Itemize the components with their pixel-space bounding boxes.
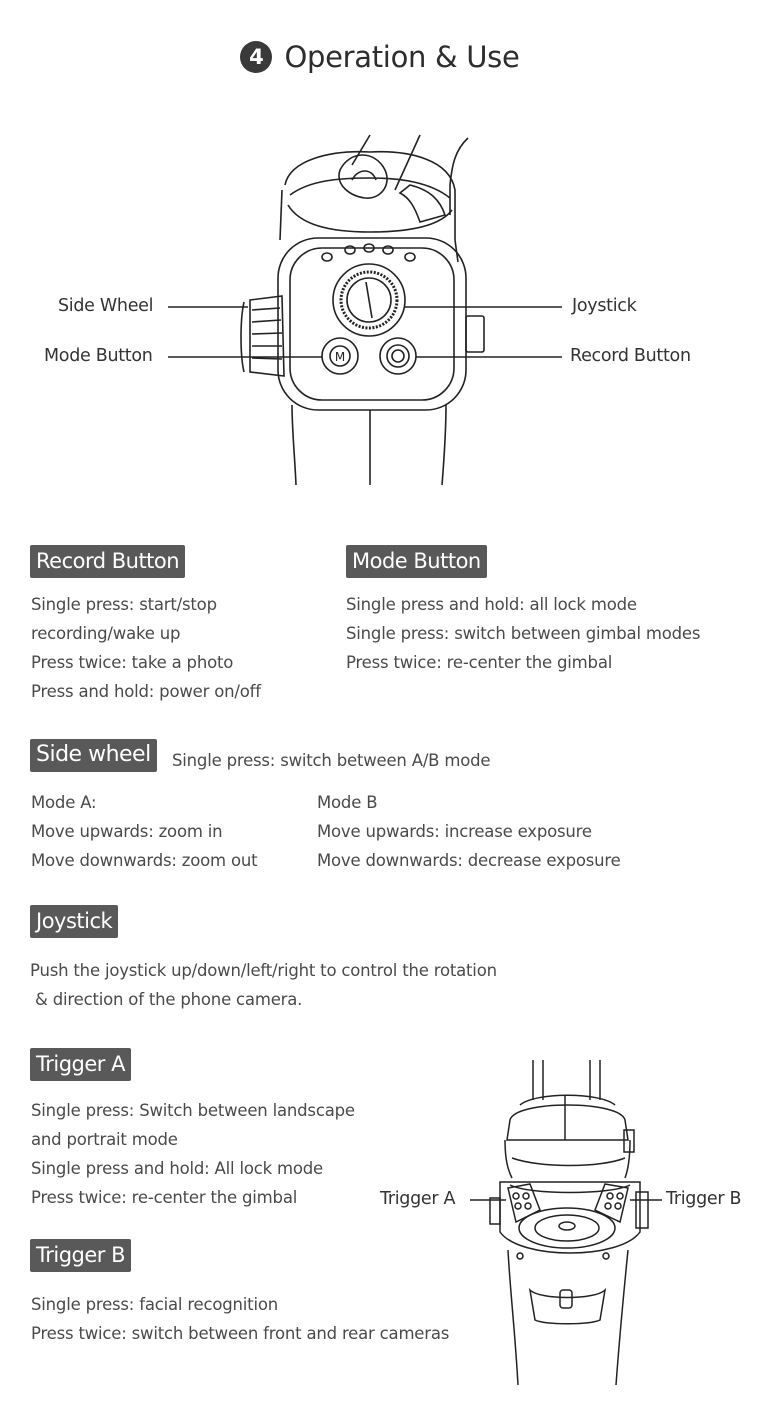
mode-m-icon: M xyxy=(334,350,346,364)
trigger-a-heading: Trigger A xyxy=(30,1048,131,1081)
side-wheel-mode-b-down: Move downwards: decrease exposure xyxy=(317,851,621,870)
callout-record-button: Record Button xyxy=(570,346,691,366)
trigger-a-line-2: and portrait mode xyxy=(31,1130,178,1149)
trigger-a-line-1: Single press: Switch between landscape xyxy=(31,1101,355,1120)
joystick-line-1: Push the joystick up/down/left/right to control the rotation xyxy=(30,961,497,980)
side-wheel-mode-a-up: Move upwards: zoom in xyxy=(31,822,223,841)
side-wheel-mode-b-up: Move upwards: increase exposure xyxy=(317,822,592,841)
trigger-b-line-2: Press twice: switch between front and rear cameras xyxy=(31,1324,450,1343)
mode-button-line-1: Single press and hold: all lock mode xyxy=(346,595,637,614)
callout-trigger-b: Trigger B xyxy=(666,1189,742,1209)
joystick-line-2: & direction of the phone camera. xyxy=(30,990,303,1009)
trigger-b-line-1: Single press: facial recognition xyxy=(31,1295,278,1314)
trigger-a-line-3: Single press and hold: All lock mode xyxy=(31,1159,323,1178)
trigger-b-heading: Trigger B xyxy=(30,1239,131,1272)
mode-button-line-2: Single press: switch between gimbal modes xyxy=(346,624,701,643)
callout-side-wheel: Side Wheel xyxy=(58,296,154,316)
mode-button-line-3: Press twice: re-center the gimbal xyxy=(346,653,613,672)
callout-joystick: Joystick xyxy=(572,296,637,316)
record-button-heading: Record Button xyxy=(30,545,185,578)
mode-button-heading: Mode Button xyxy=(346,545,487,578)
record-button-line-2: recording/wake up xyxy=(31,624,181,643)
side-wheel-summary: Single press: switch between A/B mode xyxy=(172,751,491,770)
trigger-a-line-4: Press twice: re-center the gimbal xyxy=(31,1188,298,1207)
joystick-heading: Joystick xyxy=(30,905,118,938)
record-button-line-4: Press and hold: power on/off xyxy=(31,682,261,701)
callout-mode-button: Mode Button xyxy=(44,346,153,366)
side-wheel-mode-a-label: Mode A: xyxy=(31,793,97,812)
record-button-line-1: Single press: start/stop xyxy=(31,595,217,614)
step-number-badge: 4 xyxy=(240,41,272,73)
section-title: Operation & Use xyxy=(284,40,520,74)
record-button-line-3: Press twice: take a photo xyxy=(31,653,234,672)
side-wheel-heading: Side wheel xyxy=(30,739,157,772)
callout-trigger-a: Trigger A xyxy=(380,1189,456,1209)
side-wheel-mode-b-label: Mode B xyxy=(317,793,378,812)
side-wheel-mode-a-down: Move downwards: zoom out xyxy=(31,851,258,870)
